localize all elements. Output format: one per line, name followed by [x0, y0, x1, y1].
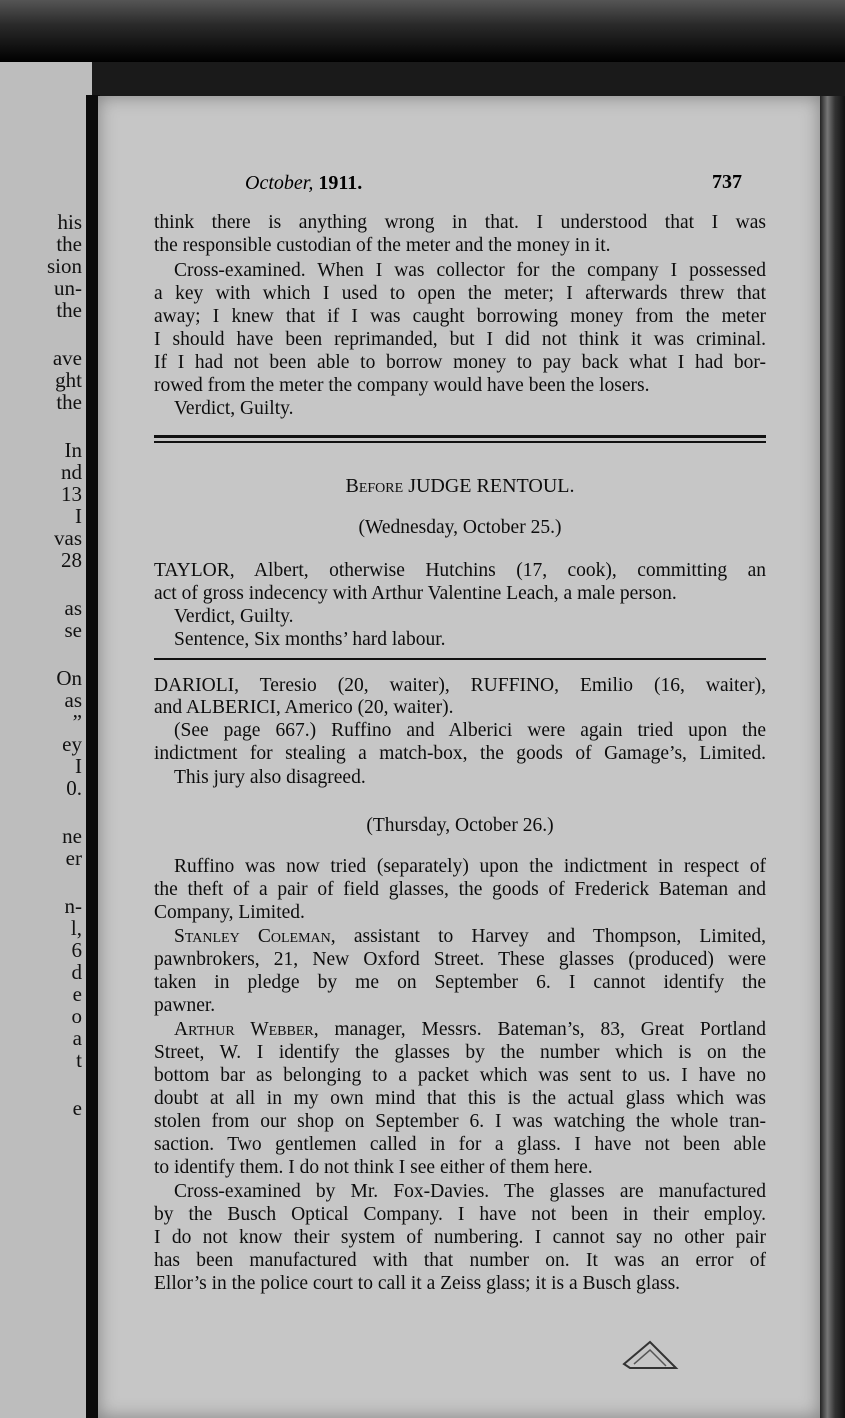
facing-page-fragment: 6 — [71, 938, 82, 962]
facing-page-fragment: as — [64, 688, 82, 712]
sentence-line: Sentence, Six months’ hard labour. — [174, 629, 446, 650]
text-line: Ruffino was now tried (separately) upon the indictment in respect of — [174, 856, 766, 877]
facing-page-fragment: sion — [46, 254, 82, 278]
text-line: act of gross indecency with Arthur Valentine Leach, a male person. — [154, 583, 677, 604]
text-line: I should have been reprimanded, but I did not think it was criminal. — [154, 329, 766, 350]
facing-page-fragment: On — [56, 666, 82, 690]
text-line: I do not know their system of numbering. I cannot say no other pair — [154, 1227, 766, 1248]
text-line: If I had not been able to borrow money to pay back what I had bor- — [154, 352, 766, 373]
text-line: saction. Two gentlemen called in for a glass. I have not been able — [154, 1134, 766, 1155]
text-line: indictment for stealing a match-box, the goods of Gamage’s, Limited. — [154, 743, 766, 764]
verdict-line: Verdict, Guilty. — [174, 606, 294, 627]
witness-text: assistant to Harvey and Thompson, Limited, — [335, 926, 767, 947]
facing-page-text-fragments — [0, 62, 92, 1418]
verdict-line: Verdict, Guilty. — [174, 398, 294, 419]
facing-page-fragment: d — [71, 960, 82, 984]
text-line: rowed from the meter the company would have been the losers. — [154, 375, 650, 396]
facing-page-fragment: the — [56, 298, 82, 322]
facing-page-fragment: ave — [52, 346, 82, 370]
header-year: 1911. — [318, 172, 363, 194]
judge-heading-name: JUDGE RENTOUL. — [408, 475, 575, 497]
pencil-mark-icon — [620, 1338, 680, 1372]
text-line: Ellor’s in the police court to call it a Zeiss glass; it is a Busch glass. — [154, 1273, 681, 1294]
facing-page-fragment: his — [57, 210, 82, 234]
text-line: Cross-examined by Mr. Fox-Davies. The glasses are manufactured — [174, 1181, 766, 1202]
page-edge — [820, 96, 845, 1418]
witness-name: Stanley Coleman, — [174, 926, 336, 947]
facing-page-fragment: er — [65, 846, 82, 870]
text-line: (See page 667.) Ruffino and Alberici were again tried upon the — [174, 720, 766, 741]
witness-line — [174, 1020, 766, 1040]
facing-page-fragment: t — [76, 1048, 82, 1072]
text-line: and ALBERICI, Americo (20, waiter). — [154, 697, 454, 718]
facing-page-fragment: ey — [62, 732, 82, 756]
double-rule-top — [154, 435, 766, 438]
facing-page-fragment: vas — [54, 526, 82, 550]
text-line: pawner. — [154, 995, 216, 1016]
text-line: the theft of a pair of field glasses, the goods of Frederick Bateman and — [154, 879, 766, 900]
text-line: by the Busch Optical Company. I have not been in their employ. — [154, 1204, 766, 1225]
page-number: 737 — [712, 171, 742, 193]
facing-page-fragment: ” — [72, 710, 82, 734]
header-month: October, — [245, 172, 314, 194]
text-line: This jury also disagreed. — [174, 767, 366, 788]
section-rule — [154, 658, 766, 660]
facing-page-fragment: 28 — [61, 548, 82, 572]
text-line: TAYLOR, Albert, otherwise Hutchins (17, cook), committing an — [154, 560, 766, 581]
text-line: a key with which I used to open the meter; I afterwards threw that — [154, 283, 766, 304]
text-line: pawnbrokers, 21, New Oxford Street. These glasses (produced) were — [154, 949, 766, 970]
facing-page-fragment: the — [56, 232, 82, 256]
witness-line — [174, 927, 766, 947]
text-line: DARIOLI, Teresio (20, waiter), RUFFINO, Emilio (16, waiter), — [154, 675, 766, 696]
facing-page-fragment: o — [71, 1004, 82, 1028]
facing-page-fragment: as — [64, 596, 82, 620]
facing-page-fragment: l, — [70, 916, 82, 940]
facing-page-fragment: the — [56, 390, 82, 414]
text-line: taken in pledge by me on September 6. I cannot identify the — [154, 972, 766, 993]
facing-page-fragment: a — [72, 1026, 82, 1050]
text-line: bottom bar as belonging to a packet which was sent to us. I have no — [154, 1065, 766, 1086]
scan-top-border — [0, 0, 845, 62]
text-line: to identify them. I do not think I see either of them here. — [154, 1157, 593, 1178]
witness-name: Arthur Webber, — [174, 1019, 319, 1040]
text-line: Company, Limited. — [154, 902, 305, 923]
text-line: Street, W. I identify the glasses by the number which is on the — [154, 1042, 766, 1063]
text-line: stolen from our shop on September 6. I was watching the whole tran- — [154, 1111, 766, 1132]
facing-page-fragment: un- — [54, 276, 82, 300]
facing-page-fragment: I — [75, 754, 82, 778]
running-header — [245, 172, 362, 195]
facing-page-fragment: I — [75, 504, 82, 528]
text-line: doubt at all in my own mind that this is the actual glass which was — [154, 1088, 766, 1109]
facing-page-fragment: se — [64, 618, 82, 642]
facing-page-fragment: ght — [55, 368, 82, 392]
text-line: Cross-examined. When I was collector for the company I possessed — [174, 260, 766, 281]
facing-page-fragment: nd — [61, 460, 82, 484]
facing-page-fragment: In — [64, 438, 82, 462]
double-rule-bottom — [154, 441, 766, 443]
facing-page-fragment: e — [72, 1096, 82, 1120]
judge-heading — [154, 476, 766, 496]
day-heading: (Thursday, October 26.) — [366, 815, 554, 836]
text-line: the responsible custodian of the meter and the money in it. — [154, 235, 611, 256]
facing-page-fragment: 0. — [66, 776, 82, 800]
judge-heading-before: Before — [345, 475, 404, 497]
witness-text: manager, Messrs. Bateman’s, 83, Great Portland — [318, 1019, 766, 1040]
text-line: away; I knew that if I was caught borrowing money from the meter — [154, 306, 766, 327]
facing-page-fragment: 13 — [61, 482, 82, 506]
text-line: think there is anything wrong in that. I understood that I was — [154, 212, 766, 233]
facing-page — [0, 62, 92, 1418]
facing-page-fragment: ne — [62, 824, 82, 848]
facing-page-fragment: e — [72, 982, 82, 1006]
facing-page-fragment: n- — [64, 894, 82, 918]
day-heading: (Wednesday, October 25.) — [358, 517, 562, 538]
text-line: has been manufactured with that number on. It was an error of — [154, 1250, 766, 1271]
